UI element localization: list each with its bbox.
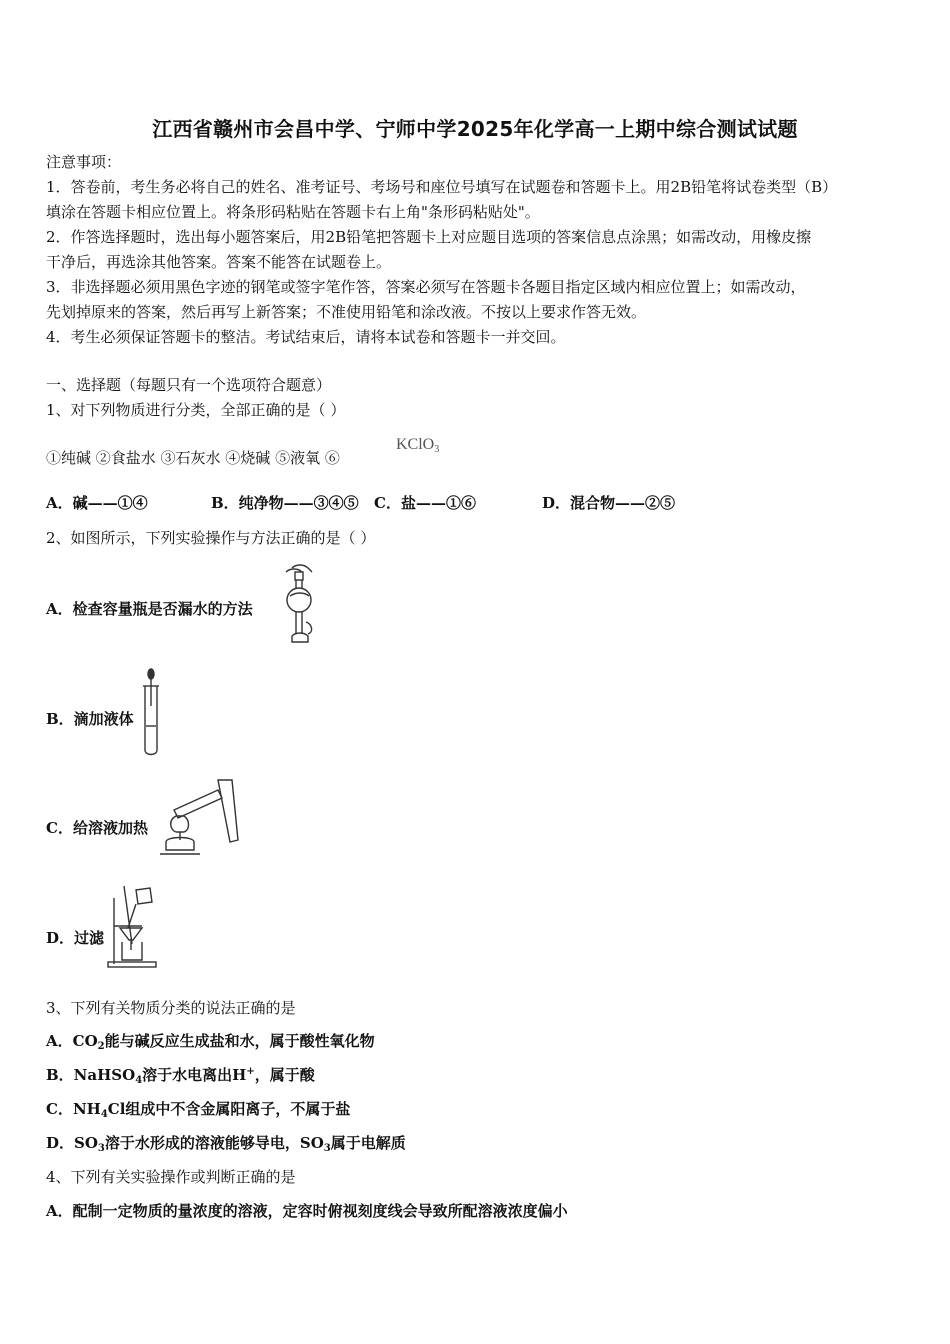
q1-stem: 1、对下列物质进行分类，全部正确的是（ ） [46,401,346,419]
q4-stem: 4、下列有关实验操作或判断正确的是 [46,1168,296,1186]
q2-stem: 2、如图所示，下列实验操作与方法正确的是（ ） [46,529,376,547]
q3-option-b: B．NaHSO$_4$溶于水电离出H+，属于酸 [46,1066,315,1086]
notice-line: 2．作答选择题时，选出每小题答案后，用2B铅笔把答题卡上对应题目选项的答案信息点涂黑；如需改动，用橡皮擦 [46,228,812,246]
q3-stem: 3、下列有关物质分类的说法正确的是 [46,999,296,1017]
page-title: 江西省赣州市会昌中学、宁师中学2025年化学高一上期中综合测试试题 [152,117,798,141]
section-heading: 一、选择题（每题只有一个选项符合题意） [46,376,332,394]
notice-heading: 注意事项： [46,153,122,171]
notice-line: 干净后，再选涂其他答案。答案不能答在试题卷上。 [46,253,392,271]
q1-option-a: A．碱——①④ [46,494,148,512]
q1-formula-kclo3: KClO$_3$ [396,436,440,455]
notice-line: 4．考生必须保证答题卡的整洁。考试结束后，请将本试卷和答题卡一并交回。 [46,328,566,346]
q3-option-d: D．$SO_3$溶于水形成的溶液能够导电，$SO_3$属于电解质 [46,1134,406,1154]
notice-line: 先划掉原来的答案，然后再写上新答案；不准使用铅笔和涂改液。不按以上要求作答无效。 [46,303,647,321]
filtration-figure [106,884,162,970]
q2-option-d: D．过滤 [46,929,105,947]
q1-items: ①纯碱 ②食盐水 ③石灰水 ④烧碱 ⑤液氧 ⑥ [46,449,340,467]
q3-option-c: C．$NH_4Cl$组成中不含金属阳离子，不属于盐 [46,1100,351,1120]
volumetric-flask-figure [278,562,324,646]
notice-line: 填涂在答题卡相应位置上。将条形码粘贴在答题卡右上角"条形码粘贴处"。 [46,203,540,221]
q2-option-a: A．检查容量瓶是否漏水的方法 [46,600,253,618]
q2-option-b: B．滴加液体 [46,710,134,728]
q1-option-d: D．混合物——②⑤ [542,494,676,512]
heating-solution-figure [158,776,244,858]
q4-option-a: A．配制一定物质的量浓度的溶液，定容时俯视刻度线会导致所配溶液浓度偏小 [46,1202,568,1220]
notice-line: 3．非选择题必须用黑色字迹的钢笔或签字笔作答，答案必须写在答题卡各题目指定区域内相应位置上；如需改动， [46,278,806,296]
q2-option-c: C．给溶液加热 [46,819,148,837]
notice-line: 1．答卷前，考生务必将自己的姓名、准考证号、考场号和座位号填写在试题卷和答题卡上。用2B铅笔将试卷类型（B） [46,178,838,196]
test-tube-dropper-figure [140,666,164,758]
q1-option-b: B．纯净物——③④⑤ [211,494,359,512]
q1-option-c: C．盐——①⑥ [374,494,476,512]
q3-option-a: A．$CO_2$能与碱反应生成盐和水，属于酸性氧化物 [46,1032,375,1052]
